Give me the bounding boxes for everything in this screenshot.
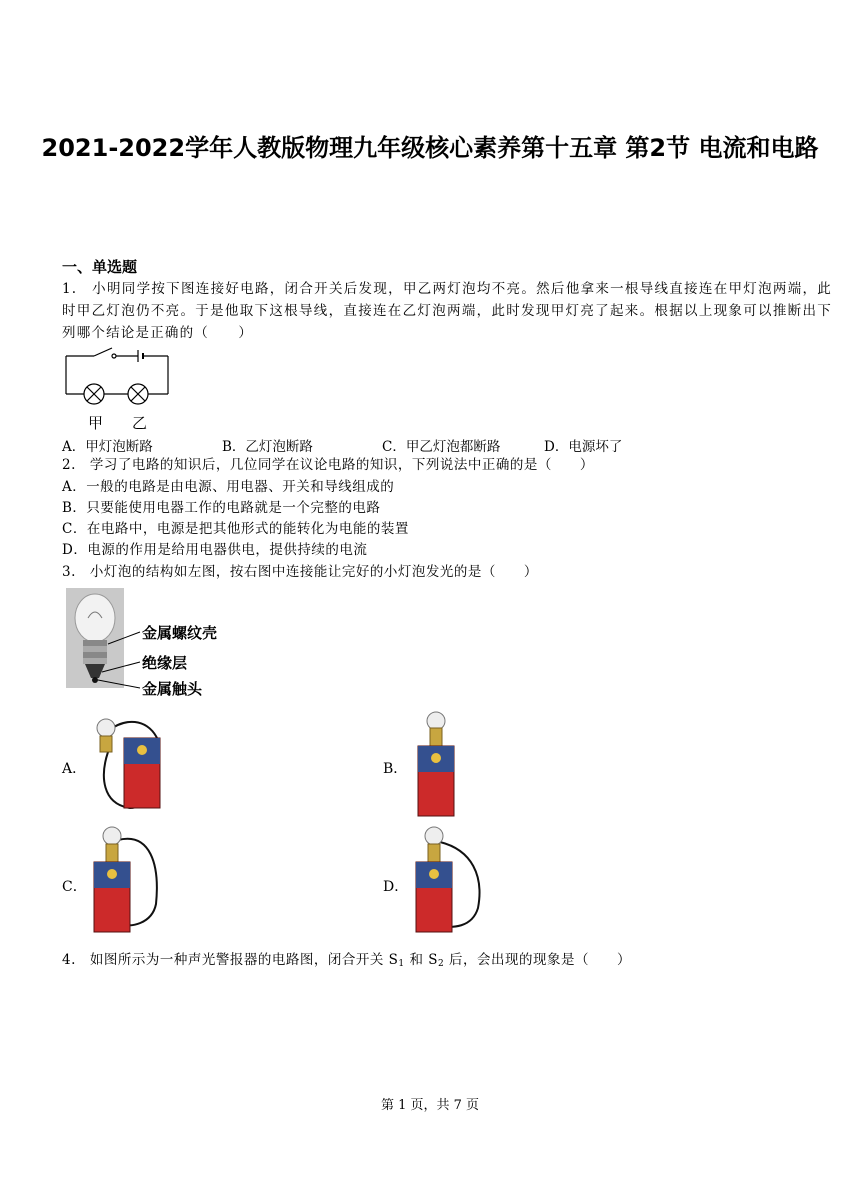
q4-text-before: 4. 如图所示为一种声光警报器的电路图，闭合开关 S: [62, 952, 399, 968]
page-footer: 第 1 页，共 7 页: [380, 1098, 480, 1113]
q3-option-d-label: D．: [383, 879, 409, 895]
question-1-text: 1. 小明同学按下图连接好电路，闭合开关后发现，甲乙两灯泡均不亮。然后他拿来一根导线直接连在甲灯泡两端，此时甲乙灯泡仍不亮。于是他取下这根导线，直接连在乙灯泡两端，此时发现甲灯亮了起来。根据以上现象可以推断出下列哪个结论是正确的（ ）: [62, 281, 832, 341]
q3-option-b-figure: [400, 710, 460, 820]
q4-sub-1: 1: [398, 959, 405, 969]
q1-option-d: D．电源坏了: [544, 439, 623, 455]
lamp-label-yi: 乙: [132, 414, 148, 432]
bulb-structure-figure: [66, 588, 236, 696]
q4-text-after: 后，会出现的现象是（ ）: [444, 952, 632, 968]
q2-option-b: B．只要能使用电器工作的电路就是一个完整的电路: [62, 500, 381, 516]
question-3-text: 3. 小灯泡的结构如左图，按右图中连接能让完好的小灯泡发光的是（ ）: [62, 564, 538, 580]
q4-sub-2: 2: [438, 959, 445, 969]
circuit-diagram-q1: [62, 344, 174, 434]
q2-option-c: C．在电路中，电源是把其他形式的能转化为电能的装置: [62, 521, 409, 537]
section-heading: 一、单选题: [62, 258, 138, 276]
lamp-label-jia: 甲: [88, 414, 104, 432]
q3-option-a-label: A．: [62, 761, 87, 777]
bulb-label-contact: 金属触头: [142, 680, 203, 698]
q1-option-a: A．甲灯泡断路: [62, 439, 153, 455]
question-2-text: 2. 学习了电路的知识后，几位同学在议论电路的知识，下列说法中正确的是（ ）: [62, 457, 594, 473]
q3-option-b-label: B．: [383, 761, 408, 777]
q3-option-a-figure: [90, 716, 190, 816]
q1-option-b: B．乙灯泡断路: [222, 439, 313, 455]
page-title: 2021-2022学年人教版物理九年级核心素养第十五章 第2节 电流和电路: [41, 134, 819, 162]
question-4-text: [62, 950, 631, 975]
q3-option-d-figure: [412, 824, 492, 936]
bulb-label-insulation: 绝缘层: [142, 654, 188, 672]
q4-text-mid: 和 S: [404, 952, 438, 968]
q3-option-c-figure: [90, 824, 170, 936]
q2-option-d: D．电源的作用是给用电器供电，提供持续的电流: [62, 542, 368, 558]
bulb-label-shell: 金属螺纹壳: [142, 624, 218, 642]
q1-option-c: C．甲乙灯泡都断路: [382, 439, 501, 455]
q2-option-a: A．一般的电路是由电源、用电器、开关和导线组成的: [62, 479, 395, 495]
q3-option-c-label: C．: [62, 879, 87, 895]
